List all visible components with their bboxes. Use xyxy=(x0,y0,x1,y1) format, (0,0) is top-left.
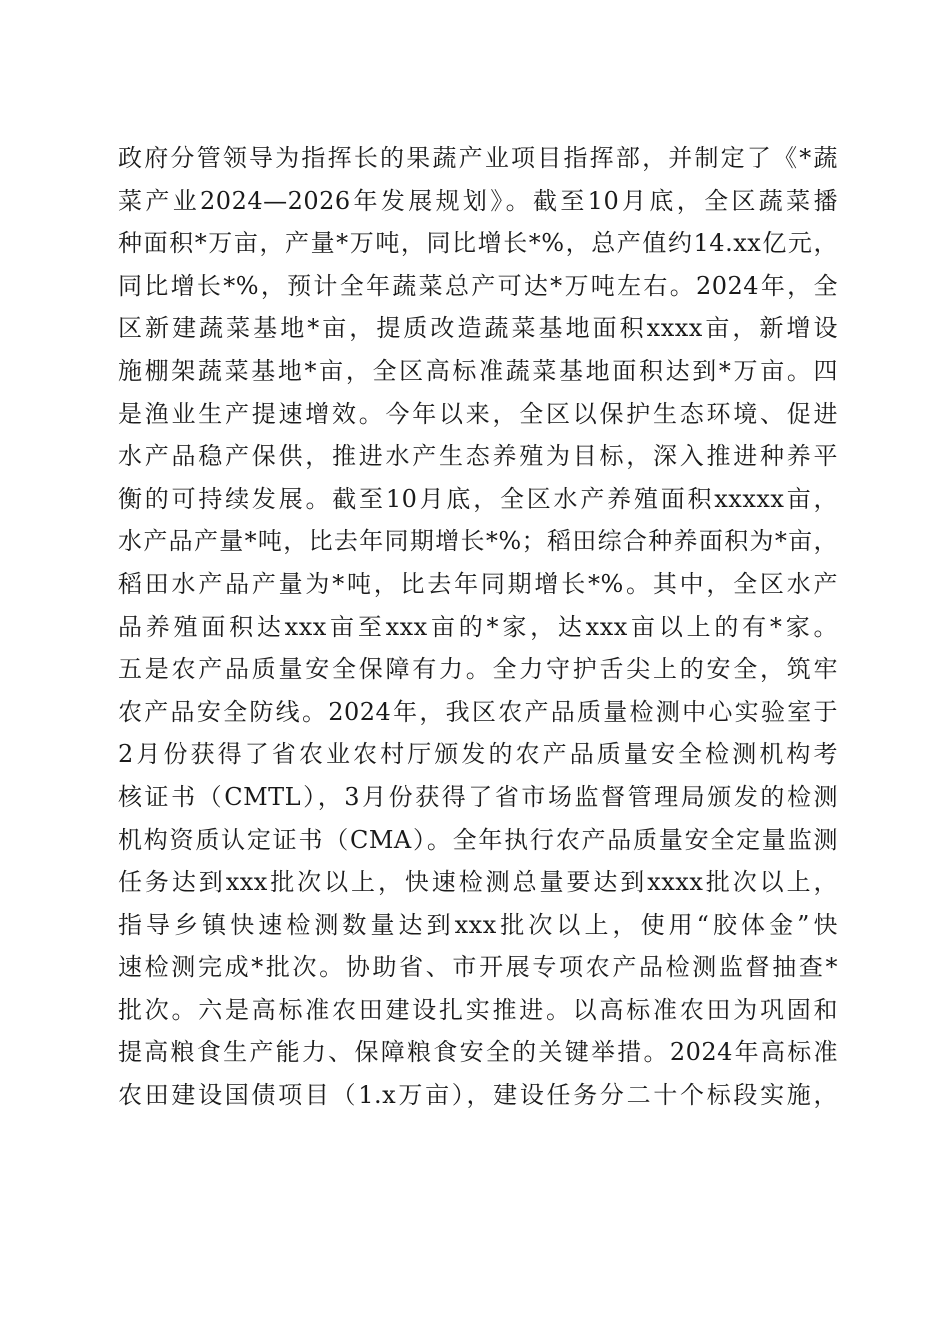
text-line: 施棚架蔬菜基地*亩，全区高标准蔬菜基地面积达到*万亩。四 xyxy=(118,356,838,385)
text-line: 水产品稳产保供，推进水产生态养殖为目标，深入推进种养平 xyxy=(118,442,838,471)
text-line: 五是农产品质量安全保障有力。全力守护舌尖上的安全，筑牢 xyxy=(118,655,838,684)
text-line: 政府分管领导为指挥长的果蔬产业项目指挥部，并制定了《*蔬 xyxy=(118,144,838,172)
text-line: 批次。六是高标准农田建设扎实推进。以高标准农田为巩固和 xyxy=(118,995,838,1024)
text-line: 核证书（CMTL），3月份获得了省市场监督管理局颁发的检测 xyxy=(118,782,838,811)
text-line: 任务达到xxx批次以上，快速检测总量要达到xxxx批次以上， xyxy=(118,868,838,897)
text-line: 农田建设国债项目（1.x万亩），建设任务分二十个标段实施， xyxy=(118,1081,838,1110)
body-paragraph xyxy=(118,137,838,1117)
text-line: 是渔业生产提速增效。今年以来，全区以保护生态环境、促进 xyxy=(118,399,838,428)
text-line: 机构资质认定证书（CMA）。全年执行农产品质量安全定量监测 xyxy=(118,825,838,854)
text-line: 区新建蔬菜基地*亩，提质改造蔬菜基地面积xxxx亩，新增设 xyxy=(118,314,838,343)
text-line: 衡的可持续发展。截至10月底，全区水产养殖面积xxxxx亩， xyxy=(118,484,838,513)
text-line: 指导乡镇快速检测数量达到xxx批次以上，使用“胶体金”快 xyxy=(118,910,838,939)
text-line: 水产品产量*吨，比去年同期增长*%；稻田综合种养面积为*亩， xyxy=(118,527,838,556)
text-line: 种面积*万亩，产量*万吨，同比增长*%，总产值约14.xx亿元， xyxy=(118,229,838,258)
text-line: 品养殖面积达xxx亩至xxx亩的*家，达xxx亩以上的有*家。 xyxy=(118,612,838,641)
text-line: 同比增长*%，预计全年蔬菜总产可达*万吨左右。2024年，全 xyxy=(118,271,838,300)
text-line: 2月份获得了省农业农村厅颁发的农产品质量安全检测机构考 xyxy=(118,740,838,769)
text-line: 菜产业2024—2026年发展规划》。截至10月底，全区蔬菜播 xyxy=(118,186,838,215)
text-line: 速检测完成*批次。协助省、市开展专项农产品检测监督抽查* xyxy=(118,953,838,982)
text-line: 农产品安全防线。2024年，我区农产品质量检测中心实验室于 xyxy=(118,697,838,726)
text-line: 稻田水产品产量为*吨，比去年同期增长*%。其中，全区水产 xyxy=(118,569,838,598)
text-line: 提高粮食生产能力、保障粮食安全的关键举措。2024年高标准 xyxy=(118,1038,838,1067)
